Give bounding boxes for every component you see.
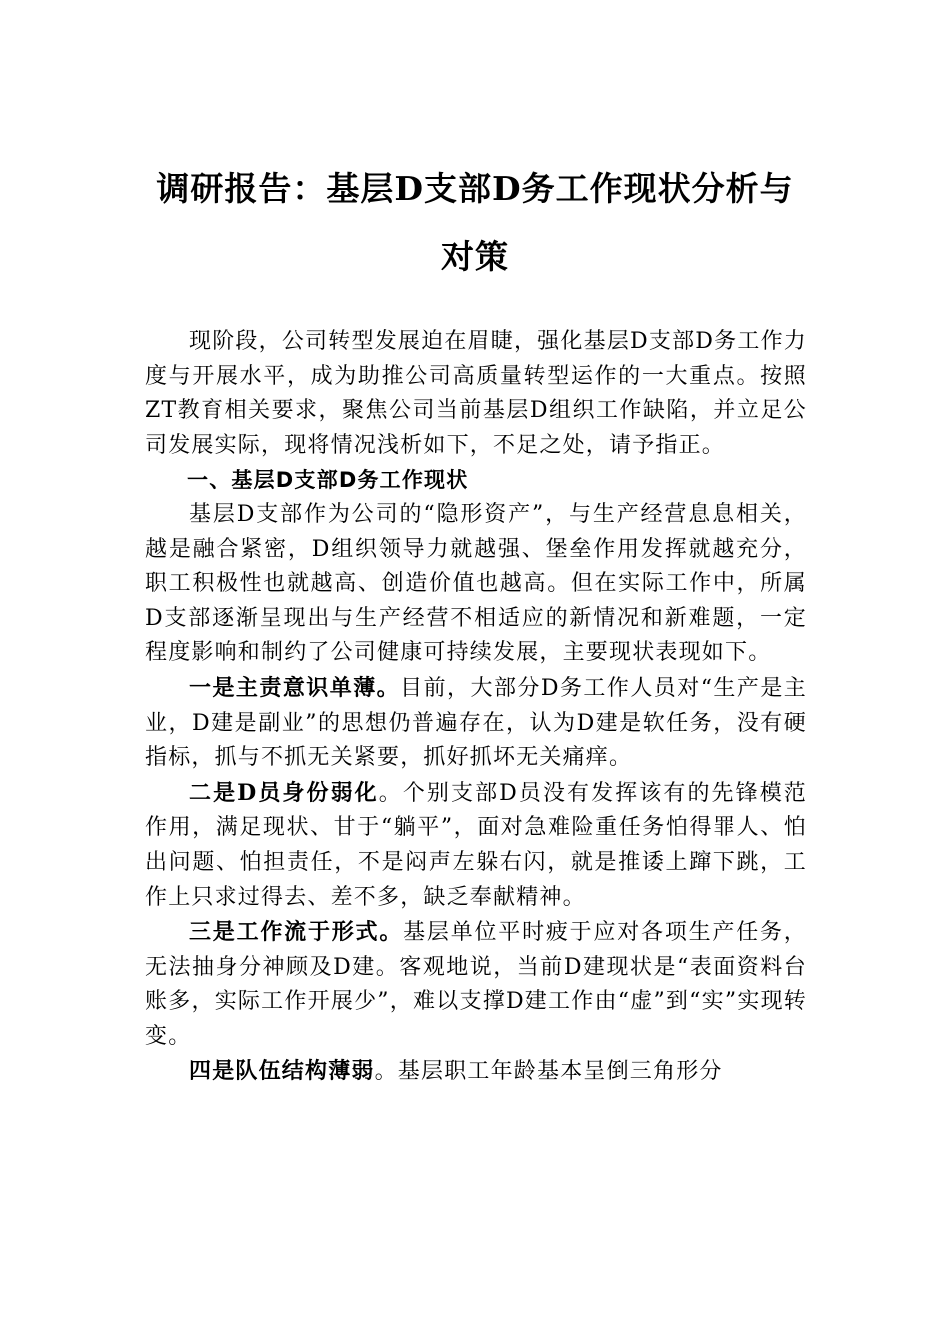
section-intro-paragraph: 基层D支部作为公司的“隐形资产”，与生产经营息息相关，越是融合紧密，D组织领导力就越强、堡垒作用发挥就越充分，职工积极性也就越高、创造价值也越高。但在实际工作中，所属D支部逐渐呈现出与生产经营不相适应的新情况和新难题，一定程度影响和制约了公司健康可持续发展，主要现状表现如下。 xyxy=(145,501,807,666)
point-text: 基层单位平时疲于应对各项生产任务，无法抽身分神顾及D建。客观地说，当前D建现状是“表面资料台账多，实际工作开展少”，难以支撑D建工作由“虚”到“实”实现转变。 xyxy=(145,920,807,1049)
document-title: 调研报告：基层D支部D务工作现状分析与对策 xyxy=(156,169,794,276)
point-paragraph xyxy=(145,776,807,915)
point-paragraph xyxy=(145,915,807,1054)
point-lead: 四是队伍结构薄弱 xyxy=(189,1058,375,1085)
intro-paragraph: 现阶段，公司转型发展迫在眉睫，强化基层D支部D务工作力度与开展水平，成为助推公司高质量转型运作的一大重点。按照ZT教育相关要求，聚焦公司当前基层D组织工作缺陷，并立足公司发展实际，现将情况浅析如下，不足之处，请予指正。 xyxy=(145,329,807,458)
point-text: 。个别支部D员没有发挥该有的先锋模范作用，满足现状、甘于“躺平”，面对急难险重任务怕得罪人、怕出问题、怕担责任，不是闷声左躲右闪，就是推诿上蹿下跳，工作上只求过得去、差不多，缺乏奉献精神。 xyxy=(145,780,807,910)
point-paragraph xyxy=(145,1054,807,1090)
point-paragraph xyxy=(145,671,807,776)
section-heading: 一、基层D支部D务工作现状 xyxy=(187,468,469,493)
point-lead: 一是主责意识单薄。 xyxy=(189,674,401,701)
document-body xyxy=(145,325,807,1090)
point-text: 。基层职工年龄基本呈倒三角形分 xyxy=(374,1059,723,1085)
point-lead: 三是工作流于形式。 xyxy=(189,919,404,946)
point-lead: 二是D员身份弱化 xyxy=(189,779,379,806)
point-text: 目前，大部分D务工作人员对“生产是主业，D建是副业”的思想仍普遍存在，认为D建是软任务，没有硬指标，抓与不抓无关紧要，抓好抓坏无关痛痒。 xyxy=(145,675,807,771)
